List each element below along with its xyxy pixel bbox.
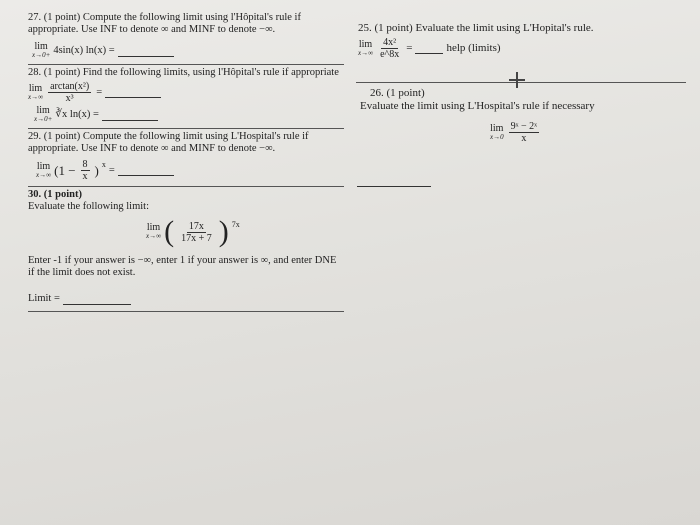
limit-expression: ∛x ln(x) = [55,109,99,120]
lim-subscript: x→0 [490,132,504,141]
problem-25-header: 25. (1 point) Evaluate the limit using L'Hopital's rule. [358,22,594,34]
fraction [81,159,90,182]
lim-label: lim [358,38,373,50]
divider [28,64,344,65]
move-cursor-icon [509,72,525,88]
limit-operator [28,84,43,102]
divider [28,186,344,187]
answer-label: Limit = [28,293,60,304]
denominator: x [521,133,527,144]
lim-subscript: x→∞ [28,92,44,101]
lim-subscript: x→0+ [32,51,51,59]
problem-30-instruction: Evaluate the following limit: [28,201,150,212]
problem-27-header: 27. (1 point) Compute the following limit using l'Hôpital's rule if appropriate. Use INF to denote ∞ and MINF to denote −∞. [28,12,301,35]
denominator: x³ [65,93,74,104]
problem-26 [360,87,658,144]
denominator: e^8x [380,49,400,60]
numerator: 17x [188,220,204,232]
divider [28,128,344,129]
problem-29 [28,131,346,182]
problem-26-header: 26. (1 point) [370,87,425,99]
divider [28,311,344,312]
problem-30-note: Enter -1 if your answer is −∞, enter 1 if your answer is ∞, and enter DNE if the limit does not exist. [28,255,337,278]
lim-label: lim [28,82,43,94]
close-paren: ) [94,162,99,178]
problem-30-header: 30. (1 point) [28,189,82,200]
limit-expression: 4sin(x) ln(x) = [53,45,115,56]
problem-25 [358,22,658,60]
numerator: arctan(x²) [50,81,90,92]
lim-label: lim [36,105,50,116]
help-link[interactable]: help (limits) [446,42,501,54]
answer-field[interactable] [105,87,161,98]
right-column [358,22,658,144]
limit-operator [146,223,161,241]
lim-label: lim [36,160,51,172]
fraction [509,121,539,144]
problem-29-header: 29. (1 point) Compute the following limit using L'Hospital's rule if appropriate. Use INF to denote ∞ and MINF to denote −∞. [28,131,309,154]
lim-subscript: x→∞ [36,170,52,179]
numerator: 9ˣ − 2ˣ [510,121,538,132]
problem-30 [28,189,346,305]
equals-sign: = [108,164,115,176]
answer-field[interactable] [118,165,174,176]
equals-sign: = [406,42,413,54]
numerator: 8 [82,159,88,170]
lim-subscript: x→∞ [358,48,374,57]
answer-field[interactable] [63,294,131,305]
left-column [28,12,346,312]
problem-28 [28,67,346,124]
fraction [48,81,91,104]
answer-field[interactable] [118,46,174,57]
limit-operator [32,42,50,60]
lim-label: lim [34,41,48,52]
exponent: x [101,160,106,169]
lim-subscript: x→0+ [34,115,53,123]
exponent: 7x [231,220,240,229]
answer-field[interactable] [102,110,158,121]
lim-label: lim [146,222,161,233]
limit-operator [490,124,504,142]
numerator: 4x² [383,37,397,48]
denominator: x [82,171,88,182]
lim-label: lim [490,122,504,134]
fraction [179,221,214,244]
answer-field[interactable] [415,43,443,54]
open-paren: (1 − [54,162,76,178]
open-paren: ( [164,215,175,248]
problem-26-instruction: Evaluate the limit using L'Hospital's rule if necessary [360,100,595,112]
limit-operator [358,40,373,58]
equals-sign: = [96,86,103,98]
limit-operator [34,106,52,124]
denominator: 17x + 7 [181,232,212,244]
answer-field[interactable] [357,186,431,187]
fraction [378,37,401,60]
problem-27 [28,12,346,60]
close-paren: ) [218,215,229,248]
lim-subscript: x→∞ [146,232,162,240]
limit-operator [36,162,51,180]
problem-28-header: 28. (1 point) Find the following limits, using l'Hôpital's rule if appropriate [28,67,339,78]
